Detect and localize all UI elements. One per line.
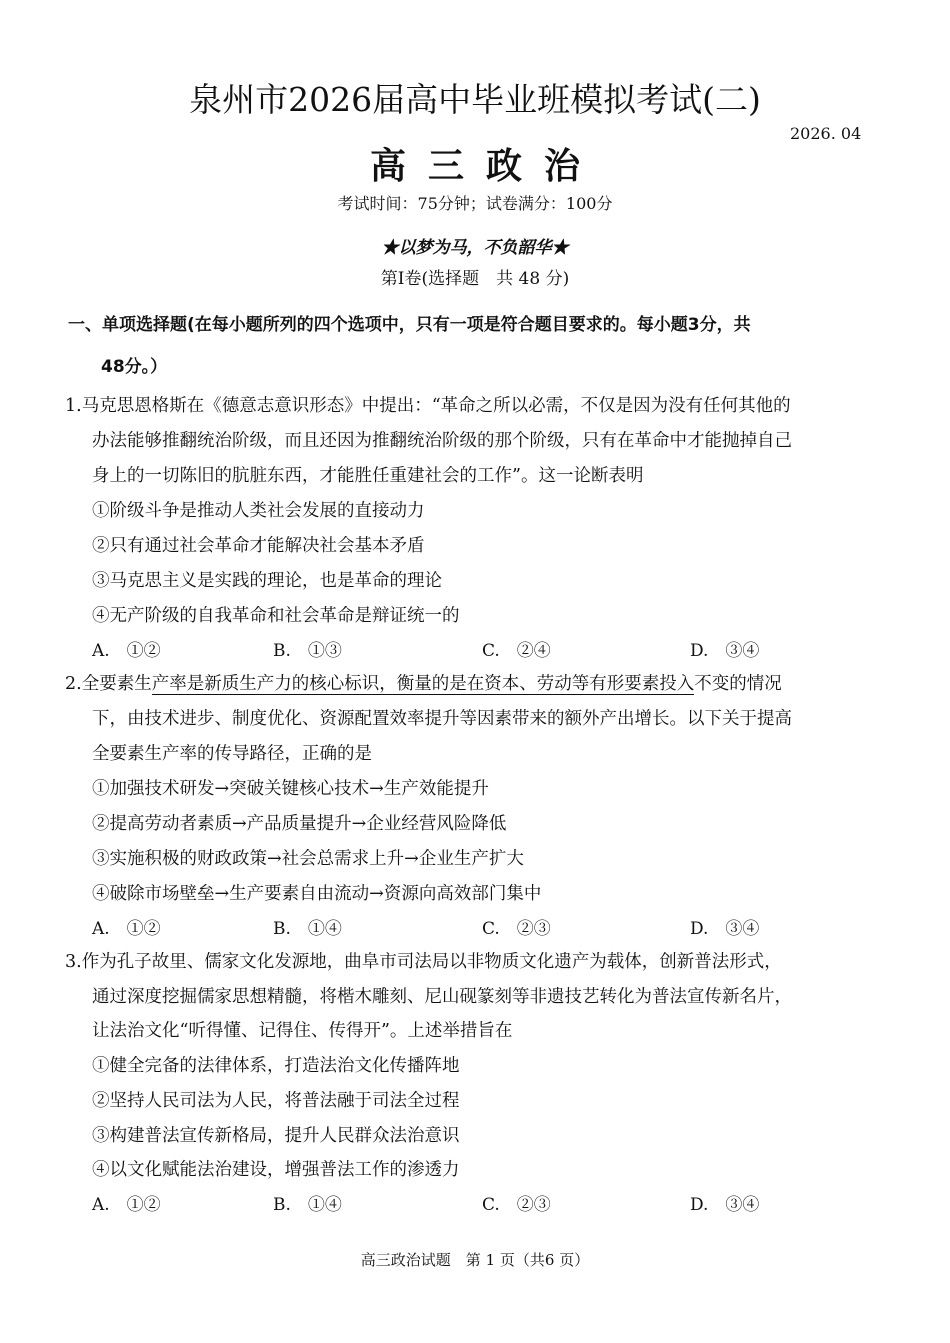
choice-c: C. ②③: [482, 919, 551, 939]
section-heading-line2: 48分。）: [101, 357, 168, 377]
choice-a: A. ①②: [92, 1195, 161, 1215]
statement-option: ②坚持人民司法为人民，将普法融于司法全过程: [92, 1091, 460, 1111]
choice-a: A. ①②: [92, 919, 161, 939]
statement-option: ③马克思主义是实践的理论，也是革命的理论: [92, 571, 442, 591]
choice-a: A. ①②: [92, 641, 161, 661]
question-stem-line: 1.马克思恩格斯在《德意志意识形态》中提出：“革命之所以必需，不仅是因为没有任何其他的: [65, 396, 791, 416]
stem-suffix: 不变的情况: [694, 674, 782, 694]
question-stem-line: 身上的一切陈旧的肮脏东西，才能胜任重建社会的工作”。这一论断表明: [92, 466, 644, 486]
choice-c: C. ②③: [482, 1195, 551, 1215]
statement-option: ④以文化赋能法治建设，增强普法工作的渗透力: [92, 1160, 460, 1180]
volume-heading: 第Ⅰ卷(选择题 共 48 分): [380, 269, 570, 289]
statement-option: ①健全完备的法律体系，打造法治文化传播阵地: [92, 1056, 460, 1076]
question-stem-line: 3.作为孔子故里、儒家文化发源地，曲阜市司法局以非物质文化遗产为载体，创新普法形式，: [65, 952, 782, 972]
subject-title: 高三政治: [369, 145, 602, 187]
choice-d: D. ③④: [690, 1195, 760, 1215]
choice-b: B. ①③: [273, 641, 342, 661]
statement-option: ③构建普法宣传新格局，提升人民群众法治意识: [92, 1126, 460, 1146]
statement-option: ②只有通过社会革命才能解决社会基本矛盾: [92, 536, 425, 556]
choice-b: B. ①④: [273, 919, 342, 939]
choice-b: B. ①④: [273, 1195, 342, 1215]
statement-option: ④无产阶级的自我革命和社会革命是辩证统一的: [92, 606, 460, 626]
exam-info: 考试时间：75分钟；试卷满分：100分: [337, 194, 613, 213]
exam-date: 2026. 04: [790, 124, 862, 143]
statement-option: ④破除市场壁垒→生产要素自由流动→资源向高效部门集中: [92, 884, 542, 904]
statement-option: ①加强技术研发→突破关键核心技术→生产效能提升: [92, 779, 489, 799]
question-stem-line: [65, 670, 782, 695]
page-footer: 高三政治试题 第 1 页（共6 页）: [360, 1251, 590, 1269]
motto: ★以梦为马，不负韶华★: [381, 238, 569, 258]
question-stem-line: 办法能够推翻统治阶级，而且还因为推翻统治阶级的那个阶级，只有在革命中才能抛掉自己: [92, 431, 792, 451]
statement-option: ①阶级斗争是推动人类社会发展的直接动力: [92, 501, 425, 521]
choice-d: D. ③④: [690, 919, 760, 939]
question-stem-line: 通过深度挖掘儒家思想精髓，将楷木雕刻、尼山砚篆刻等非遗技艺转化为普法宣传新名片，: [92, 987, 792, 1007]
statement-option: ②提高劳动者素质→产品质量提升→企业经营风险降低: [92, 814, 507, 834]
statement-option: ③实施积极的财政政策→社会总需求上升→企业生产扩大: [92, 849, 524, 869]
underlined-text: 产率是新质生产力的核心标识，衡量的是在资本、劳动等有形要素投入: [151, 674, 695, 694]
stem-prefix: 2.全要素生: [65, 674, 152, 694]
choice-d: D. ③④: [690, 641, 760, 661]
question-stem-line: 下，由技术进步、制度优化、资源配置效率提升等因素带来的额外产出增长。以下关于提高: [92, 709, 792, 729]
question-stem-line: 全要素生产率的传导路径，正确的是: [92, 744, 372, 764]
choice-c: C. ②④: [482, 641, 551, 661]
section-heading-line1: 一、单项选择题(在每小题所列的四个选项中，只有一项是符合题目要求的。每小题3分，共: [68, 315, 751, 335]
exam-main-title: 泉州市2026届高中毕业班模拟考试(二): [189, 80, 761, 119]
question-stem-line: 让法治文化“听得懂、记得住、传得开”。上述举措旨在: [92, 1021, 513, 1041]
